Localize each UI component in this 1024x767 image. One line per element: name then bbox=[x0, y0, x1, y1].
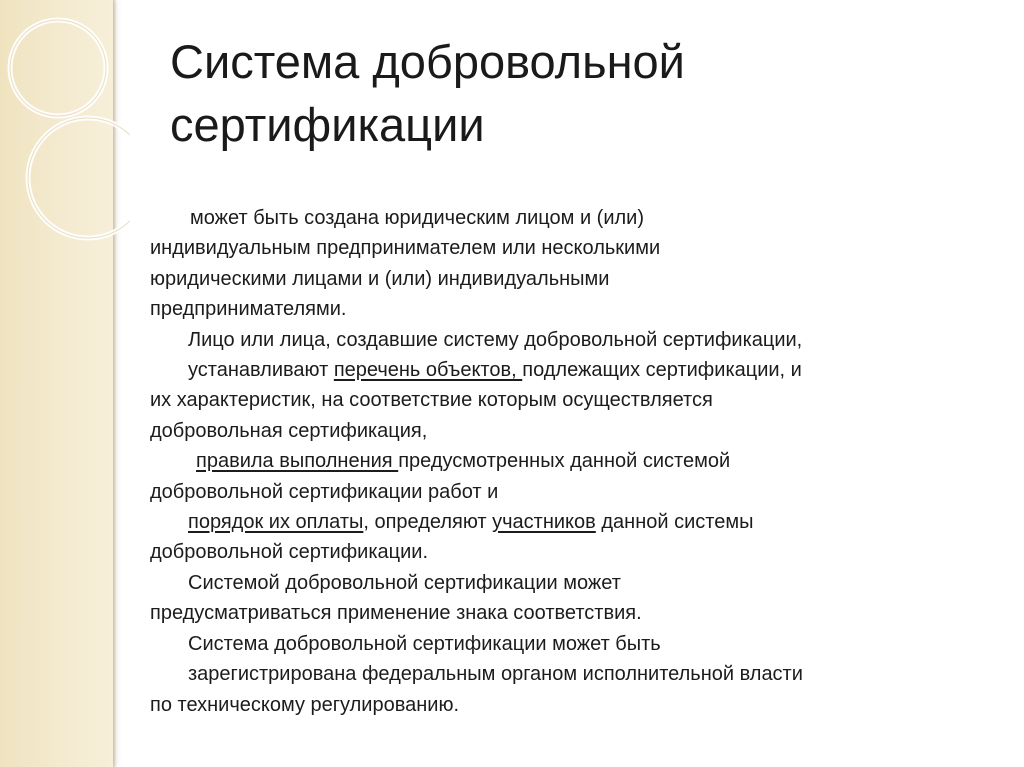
decorative-ring-upper-outline bbox=[10, 20, 106, 116]
body-text-segment: подлежащих сертификации, и bbox=[522, 359, 802, 382]
body-line: может быть создана юридическим лицом и (или) bbox=[190, 207, 645, 229]
body-line: зарегистрирована федеральным органом исполнительной власти bbox=[188, 663, 803, 686]
body-line bbox=[150, 507, 1000, 537]
underlined-term-rules: правила выполнения bbox=[196, 450, 399, 473]
body-line: добровольной сертификации. bbox=[150, 541, 428, 564]
decorative-ring-lower bbox=[28, 118, 130, 238]
slide-title bbox=[170, 30, 990, 156]
body-line: индивидуальным предпринимателем или несколькими bbox=[150, 237, 661, 260]
body-line: добровольной сертификации работ и bbox=[150, 480, 499, 503]
body-line bbox=[150, 355, 1000, 385]
body-text-segment: , определяют bbox=[363, 511, 493, 534]
underlined-term-object-list: перечень объектов, bbox=[333, 359, 523, 382]
body-line: добровольная сертификация, bbox=[150, 419, 428, 442]
body-text-segment: данной системы bbox=[595, 511, 754, 534]
slide-title-line-2: сертификации bbox=[170, 98, 485, 151]
decorative-rings bbox=[0, 0, 130, 260]
body-line: Лицо или лица, создавшие систему добровольной сертификации, bbox=[188, 328, 803, 351]
slide-title-line-1: Система добровольной bbox=[170, 35, 685, 88]
body-line: их характеристик, на соответствие которым осуществляется bbox=[150, 389, 713, 412]
body-text-segment: устанавливают bbox=[188, 359, 334, 382]
body-line: предусматриваться применение знака соответствия. bbox=[150, 602, 642, 625]
body-line: Системой добровольной сертификации может bbox=[188, 571, 621, 594]
body-line: предпринимателями. bbox=[150, 298, 347, 321]
body-line: юридическими лицами и (или) индивидуальными bbox=[150, 267, 610, 290]
body-line bbox=[150, 446, 1000, 476]
slide-body-text bbox=[150, 203, 1000, 720]
body-text-segment: предусмотренных данной системой bbox=[398, 450, 731, 473]
underlined-term-participants: участников bbox=[492, 511, 596, 534]
body-line: Система добровольной сертификации может быть bbox=[188, 632, 661, 655]
body-line: по техническому регулированию. bbox=[150, 693, 460, 716]
underlined-term-payment-order: порядок их оплаты bbox=[188, 511, 364, 534]
